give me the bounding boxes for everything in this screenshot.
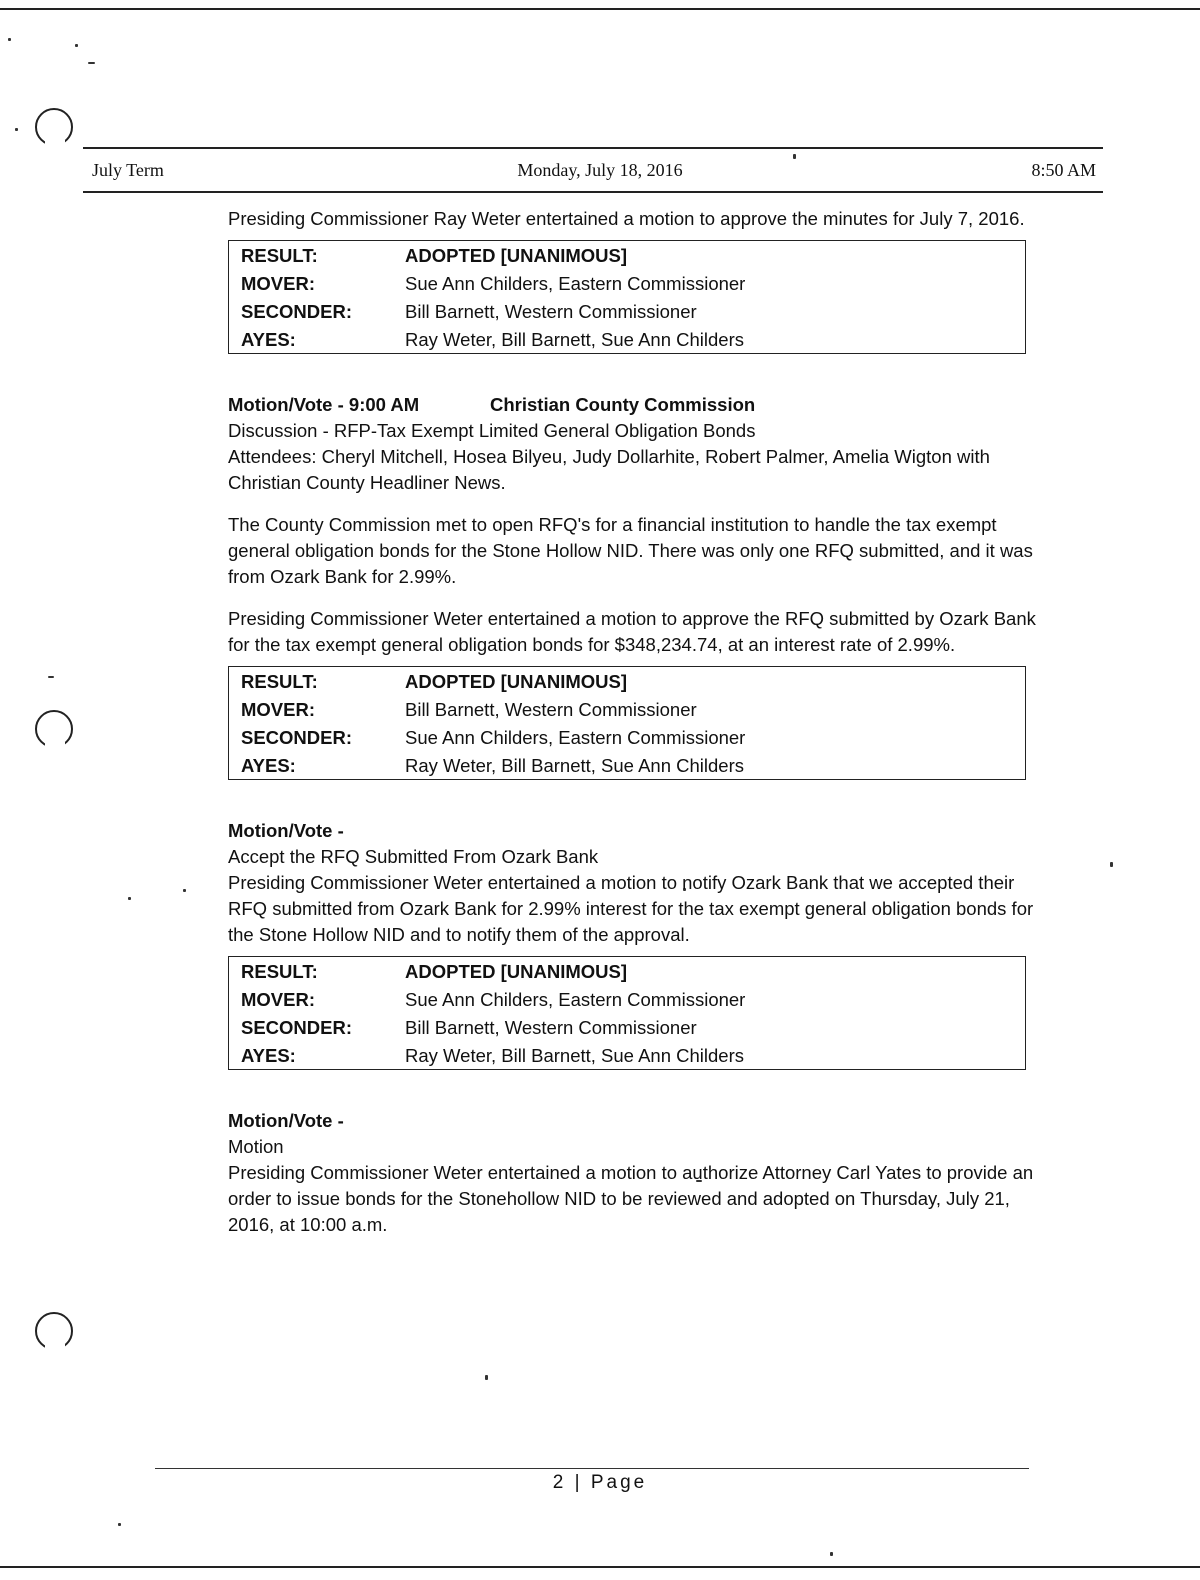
scan-speck	[183, 889, 186, 892]
vote-row-mover	[229, 985, 1026, 1013]
vote-row-ayes	[229, 325, 1026, 354]
scan-speck	[88, 62, 95, 64]
result-value: ADOPTED [UNANIMOUS]	[405, 671, 627, 692]
scan-speck	[118, 1523, 121, 1526]
mover-value: Sue Ann Childers, Eastern Commissioner	[405, 989, 746, 1010]
ayes-label: AYES:	[241, 329, 296, 350]
punch-hole-top	[35, 108, 73, 146]
result-value: ADOPTED [UNANIMOUS]	[405, 961, 627, 982]
item1-paragraph-1: The County Commission met to open RFQ's for a financial institution to handle the tax exempt general obligation bonds for the Stone Hollow NID. There was only one RFQ submitted, and it was from Ozark Bank for 2.99%.	[228, 514, 1033, 587]
vote-row-result	[229, 667, 1026, 696]
minutes-approval-text: Presiding Commissioner Ray Weter entertained a motion to approve the minutes for July 7, 2016.	[228, 208, 1025, 229]
result-value: ADOPTED [UNANIMOUS]	[405, 245, 627, 266]
page-number: 2 | Page	[552, 1472, 648, 1493]
vote-table-item2	[228, 956, 1026, 1070]
seconder-value: Bill Barnett, Western Commissioner	[405, 1017, 697, 1038]
item1-paragraph-2: Presiding Commissioner Weter entertained a motion to approve the RFQ submitted by Ozark Bank for the tax exempt general obligation bonds for $348,234.74, at an interest rate of 2.99%.	[228, 608, 1036, 655]
scan-speck	[8, 38, 11, 41]
item2-subject: Accept the RFQ Submitted From Ozark Bank	[228, 846, 599, 867]
mover-value: Sue Ann Childers, Eastern Commissioner	[405, 273, 746, 294]
vote-row-seconder	[229, 1013, 1026, 1041]
scan-speck	[1110, 862, 1113, 867]
item3-paragraph: Presiding Commissioner Weter entertained a motion to authorize Attorney Carl Yates to provide an order to issue bonds for the Stonehollow NID to be reviewed and adopted on Thursday, July 21, 2016, at 10:00 a.m.	[228, 1162, 1034, 1235]
punch-hole-bottom	[35, 1312, 73, 1350]
punch-hole-middle	[35, 710, 73, 748]
seconder-value: Bill Barnett, Western Commissioner	[405, 301, 697, 322]
seconder-label: SECONDER:	[241, 1017, 353, 1038]
mover-value: Bill Barnett, Western Commissioner	[405, 699, 697, 720]
vote-row-ayes	[229, 751, 1026, 780]
item1-discussion: Discussion - RFP-Tax Exempt Limited General Obligation Bonds	[228, 420, 756, 441]
ayes-value: Ray Weter, Bill Barnett, Sue Ann Childers	[405, 329, 744, 350]
mover-label: MOVER:	[241, 989, 315, 1010]
item1-attendees: Attendees: Cheryl Mitchell, Hosea Bilyeu, Judy Dollarhite, Robert Palmer, Amelia Wigton with Christian County Headliner News.	[228, 446, 990, 493]
vote-row-mover	[229, 269, 1026, 297]
item2-heading: Motion/Vote -	[228, 820, 344, 841]
scan-speck	[75, 44, 78, 47]
scan-speck	[830, 1552, 833, 1556]
scan-bottom-edge	[0, 1566, 1200, 1568]
mover-label: MOVER:	[241, 699, 315, 720]
scan-speck	[485, 1375, 488, 1380]
item3-heading: Motion/Vote -	[228, 1110, 344, 1131]
mover-label: MOVER:	[241, 273, 315, 294]
result-label: RESULT:	[241, 671, 318, 692]
vote-row-result	[229, 957, 1026, 986]
header-rule-top	[83, 147, 1103, 149]
seconder-label: SECONDER:	[241, 727, 353, 748]
item1-heading-line	[228, 392, 1048, 418]
header-term: July Term	[92, 160, 164, 180]
vote-row-seconder	[229, 723, 1026, 751]
seconder-value: Sue Ann Childers, Eastern Commissioner	[405, 727, 746, 748]
scan-speck	[128, 897, 131, 900]
minutes-body	[228, 206, 1048, 1238]
header-time: 8:50 AM	[1031, 160, 1096, 180]
item3-subject: Motion	[228, 1136, 284, 1157]
footer-rule	[155, 1468, 1029, 1469]
scan-speck	[15, 128, 18, 131]
vote-row-ayes	[229, 1041, 1026, 1070]
vote-row-result	[229, 241, 1026, 270]
result-label: RESULT:	[241, 245, 318, 266]
ayes-label: AYES:	[241, 1045, 296, 1066]
vote-table-item1	[228, 666, 1026, 780]
header-rule-bottom	[83, 191, 1103, 193]
result-label: RESULT:	[241, 961, 318, 982]
item1-heading-right: Christian County Commission	[490, 394, 756, 415]
header-date: Monday, July 18, 2016	[517, 160, 683, 180]
item1-heading: Motion/Vote - 9:00 AM	[228, 394, 420, 415]
ayes-value: Ray Weter, Bill Barnett, Sue Ann Childers	[405, 755, 744, 776]
ayes-value: Ray Weter, Bill Barnett, Sue Ann Childers	[405, 1045, 744, 1066]
scan-top-edge	[0, 8, 1200, 10]
vote-row-seconder	[229, 297, 1026, 325]
scan-speck	[48, 676, 54, 678]
item2-paragraph: Presiding Commissioner Weter entertained a motion to notify Ozark Bank that we accepted their RFQ submitted from Ozark Bank for 2.99% interest for the tax exempt general obligation bonds for the Stone Hollow NID and to notify them of the approval.	[228, 872, 1034, 945]
scan-speck	[793, 154, 796, 159]
seconder-label: SECONDER:	[241, 301, 353, 322]
vote-row-mover	[229, 695, 1026, 723]
vote-table-minutes	[228, 240, 1026, 354]
ayes-label: AYES:	[241, 755, 296, 776]
